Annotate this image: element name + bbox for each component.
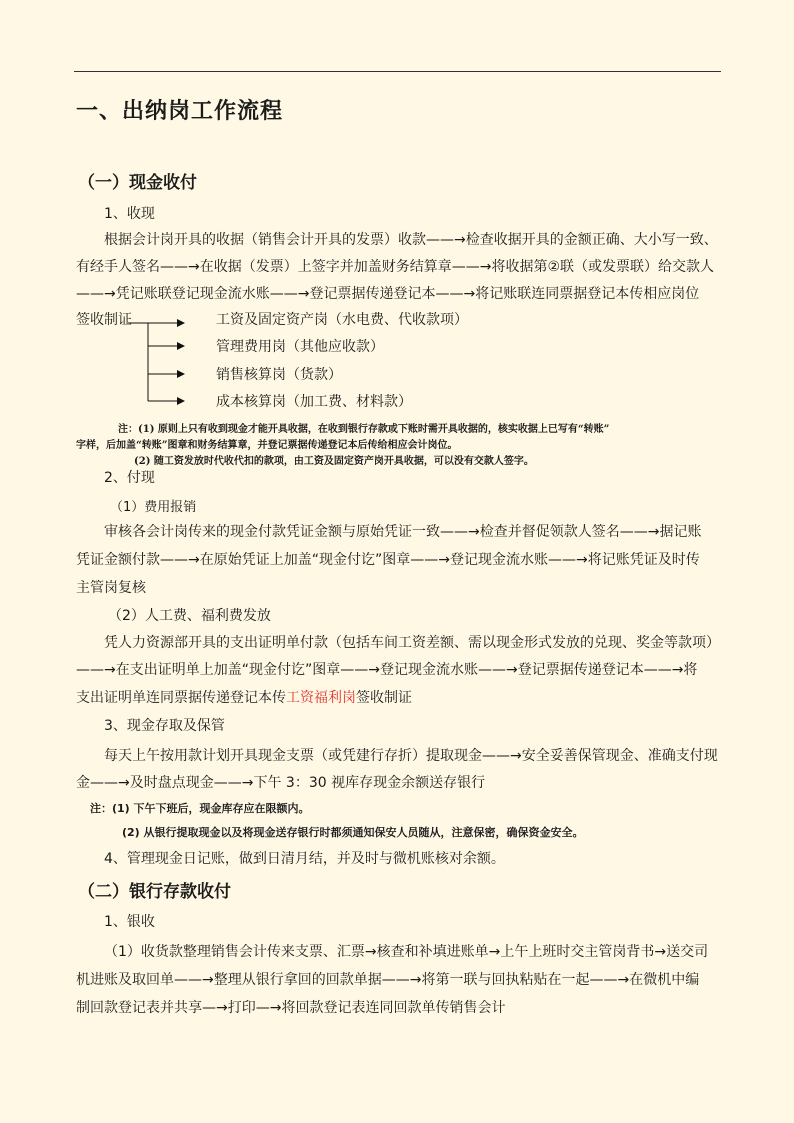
branch-item: 成本核算岗（加工费、材料款） [216, 394, 412, 410]
subheading-storage: 3、现金存取及保管 [104, 718, 225, 734]
note-line: 字样，后加盖“转账”图章和财务结算章，并登记票据传递登记本后传给相应会计岗位。 [76, 440, 458, 451]
paragraph-line: 有经手人签名——→在收据（发票）上签字并加盖财务结算章——→将收据第②联（或发票联）给交款人 [76, 259, 715, 275]
paragraph-line: 制回款登记表并共享—→打印—→将回款登记表连同回款单传销售会计 [76, 1000, 506, 1016]
section-heading-bank: （二）银行存款收付 [78, 882, 231, 902]
paragraph-line: （1）收货款整理销售会计传来支票、汇票→核查和补填进账单→上午上班时交主管岗背书→送交司 [104, 944, 709, 960]
subheading-expense: （1）费用报销 [110, 500, 197, 515]
text-segment: 支出证明单连同票据传递登记本传 [76, 690, 286, 706]
note-line: 注：(1) 原则上只有收到现金才能开具收据，在收到银行存款或下账时需开具收据的，核实收据上已写有“转账” [118, 424, 610, 435]
paragraph-line: 审核各会计岗传来的现金付款凭证金额与原始凭证一致——→检查并督促领款人签名——→据记账 [104, 524, 702, 540]
ledger-line: 4、管理现金日记账，做到日清月结，并及时与微机账核对余额。 [104, 851, 505, 867]
paragraph-line [76, 687, 412, 707]
paragraph-line: 金——→及时盘点现金——→下午 3：30 视库存现金余额送存银行 [76, 775, 486, 791]
paragraph-line: 凭人力资源部开具的支出证明单付款（包括车间工资差额、需以现金形式发放的兑现、奖金等款项） [104, 635, 720, 651]
section-heading-cash: （一）现金收付 [78, 173, 197, 193]
subheading-bank-receive: 1、银收 [104, 914, 155, 930]
branch-item: 管理费用岗（其他应收款） [216, 339, 384, 355]
paragraph-line: 机进账及取回单——→整理从银行拿回的回款单据——→将第一联与回执粘贴在一起——→在微机中编 [76, 972, 700, 988]
paragraph-line: ——→凭记账联登记现金流水账——→登记票据传递登记本——→将记账联连同票据登记本传相应岗位 [76, 286, 700, 302]
subheading-pay-cash: 2、付现 [104, 470, 155, 486]
branch-label: 签收制证 [76, 312, 132, 328]
paragraph-line: 根据会计岗开具的收据（销售会计开具的发票）收款——→检查收据开具的金额正确、大小写一致、 [104, 232, 718, 248]
note-line: 注：(1) 下午下班后，现金库存应在限额内。 [90, 802, 310, 815]
paragraph-line: ——→在支出证明单上加盖“现金付讫”图章——→登记现金流水账——→登记票据传递登记本——→将 [76, 662, 698, 678]
header-rule [74, 71, 721, 72]
note-line: (2) 从银行提取现金以及将现金送存银行时都须通知保安人员随从，注意保密，确保资金安全。 [122, 826, 584, 839]
highlight-text: 工资福利岗 [286, 690, 356, 706]
document-title: 一、出纳岗工作流程 [76, 98, 284, 124]
branch-item: 工资及固定资产岗（水电费、代收款项） [216, 312, 468, 328]
branch-item: 销售核算岗（货款） [216, 367, 342, 383]
subheading-receive-cash: 1、收现 [104, 206, 155, 222]
paragraph-line: 凭证金额付款——→在原始凭证上加盖“现金付讫”图章——→登记现金流水账——→将记账凭证及时传 [76, 552, 700, 568]
paragraph-line: 每天上午按用款计划开具现金支票（或凭建行存折）提取现金——→安全妥善保管现金、准确支付现 [104, 748, 718, 764]
note-line: (2) 随工资发放时代收代扣的款项，由工资及固定资产岗开具收据，可以没有交款人签字。 [134, 456, 534, 467]
subheading-wages: （2）人工费、福利费发放 [108, 608, 271, 624]
text-segment: 签收制证 [356, 690, 412, 706]
paragraph-line: 主管岗复核 [76, 580, 146, 596]
